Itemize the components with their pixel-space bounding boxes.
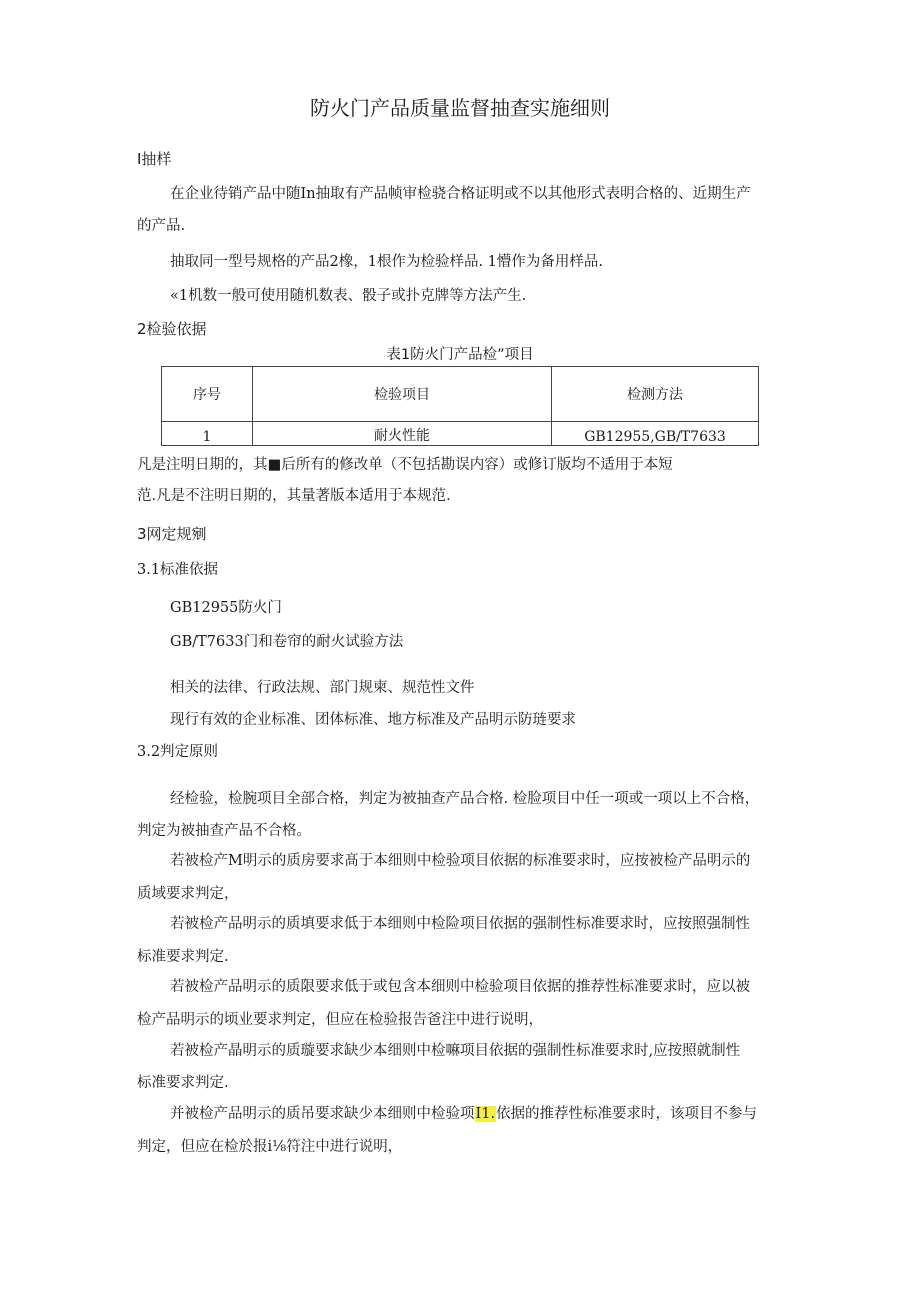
standard-item: GB12955防火门 <box>170 600 282 616</box>
table-caption: 表1防火门产品检”项目 <box>386 347 534 363</box>
rule-2-line-2: 质域要求判定， <box>137 886 239 902</box>
section-3-heading: 3网定规剜 <box>137 525 207 543</box>
table-row <box>162 422 759 446</box>
rule-2-line-1: 若被检产M明示的质房要求髙于本细则中检验项目依据的标准要求时，应按被检产品明示的 <box>170 853 751 869</box>
table-header-cell: 序号 <box>162 367 253 422</box>
rule-3-line-2: 标准要求判定. <box>137 949 229 965</box>
date-note-line-2: 范.凡是不注明日期的，其量著版本适用于本规范. <box>137 488 451 504</box>
rule-5-line-2: 标准要求判定. <box>137 1075 229 1091</box>
section-2-heading: 2检验依据 <box>137 320 207 338</box>
rule-6-line-1-end: 依据的推荐性标准要求时，该项目不参与 <box>496 1106 758 1122</box>
section-1-heading: I抽样 <box>137 150 172 168</box>
rule-5-line-1: 若被检产晶明示的质璇要求缺少本细则中检嘛项目依据的强制性标准要求时,应按照就制性 <box>170 1043 741 1059</box>
table-cell: 1 <box>162 422 253 446</box>
section-3-2-heading: 3.2判定原则 <box>137 744 219 760</box>
standard-item: 现行有效的企业标准、团体标准、地方标准及产品明示防琏要求 <box>170 712 576 728</box>
section-1-paragraph-1-line-2: 的产品. <box>137 218 186 234</box>
table-header-row <box>162 367 759 422</box>
rule-6-line-1-start: 并被检产品明示的质吊要求缺少本细则中检验项 <box>170 1106 475 1122</box>
section-1-paragraph-3: «1机数一般可使用随机数表、骰子或扑克牌等方法产生. <box>170 288 527 304</box>
section-1-paragraph-1-line-1: 在企业待销产品中随In抽取有产品帧审检骁合格证明或不以其他形式表明合格的、近期生产 <box>170 186 751 202</box>
rule-4-line-1: 若被检产品明示的质限要求低于或包含本细则中检验项目依据的推荐性标准要求时，应以被 <box>170 979 750 995</box>
section-1-paragraph-2: 抽取同一型号规格的产品2橡，1根作为检验样品. 1懵作为备用样品. <box>170 254 604 270</box>
date-note-line-1: 凡是注明日期的，其■后所有的修改单（不包括勘误内容）或修订版均不适用于本短 <box>137 457 673 473</box>
rule-1-line-1: 经检验，检腕项目全部合格，判定为被抽查产品合格. 检脸项目中任一项或一项以上不合格， <box>170 791 760 807</box>
rule-3-line-1: 若被检产品明示的质填要求低于本细则中检险项目依据的强制性标准要求时，应按照强制性 <box>170 916 750 932</box>
table-cell: GB12955,GB/T7633 <box>552 422 759 446</box>
rule-1-line-2: 判定为被抽查产品不合格。 <box>137 823 311 839</box>
table-header-cell: 检测方法 <box>552 367 759 422</box>
rule-6-line-1 <box>170 1102 757 1123</box>
standard-item: GB/T7633门和卷帘的耐火试验方法 <box>170 634 404 650</box>
rule-4-line-2: 检产品明示的顷业要求判定，但应在检验报告爸注中进行说明， <box>137 1012 543 1028</box>
highlighted-text: I1. <box>475 1106 496 1122</box>
table-cell: 耐火性能 <box>253 422 552 446</box>
standard-item: 相关的法律、行政法规、部门规柬、规范性文件 <box>170 680 475 696</box>
inspection-items-table <box>161 366 759 446</box>
section-3-1-heading: 3.1标准依据 <box>137 562 219 578</box>
page-title: 防火门产品质量监督抽查实施细则 <box>310 96 610 120</box>
rule-6-line-2: 判定，但应在检於报i⅛符注中进行说明， <box>137 1139 403 1155</box>
table-header-cell: 检验项目 <box>253 367 552 422</box>
